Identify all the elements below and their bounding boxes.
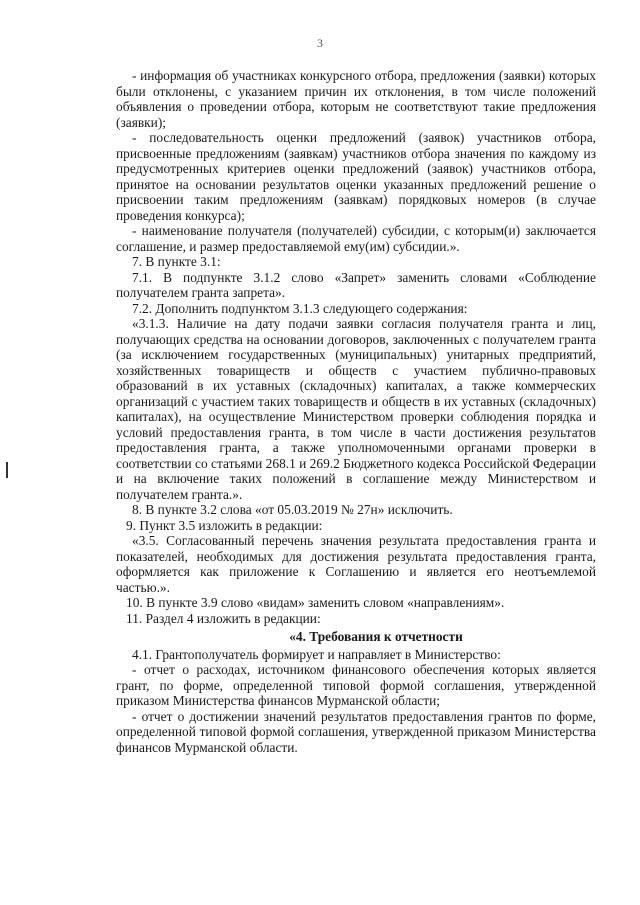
paragraph-item-3-5: «3.5. Согласованный перечень значения результата предоставления гранта и показателей, необходимых для достижения результата предоставления гранта, оформляется как приложение к Соглашению и является его неотъемлемой частью.».	[116, 533, 596, 595]
paragraph-results-report: - отчет о достижении значений результатов предоставления грантов по форме, определенной типовой формой соглашения, утвержденной приказом Министерства финансов Мурманской области.	[116, 708, 596, 755]
paragraph-recipient-name: - наименование получателя (получателей) субсидии, с которым(и) заключается соглашение, и размер предоставляемой ему(им) субсидии.».	[116, 223, 596, 254]
paragraph-item-4-1: 4.1. Грантополучатель формирует и направляет в Министерство:	[132, 646, 501, 662]
document-body	[116, 68, 596, 755]
paragraph-item-8: 8. В пункте 3.2 слова «от 05.03.2019 № 27н» исключить.	[132, 502, 453, 517]
page-number: 3	[317, 36, 323, 50]
margin-mark	[6, 462, 8, 478]
paragraph-item-7: 7. В пункте 3.1:	[132, 254, 221, 269]
paragraph-evaluation-sequence: - последовательность оценки предложений (заявок) участников отбора, присвоенные предложениям (заявкам) участников отбора значения по каждому из предусмотренных критериев оценки предложений (заявок) участников отбора, принятое на основании результатов оценки указанных предложений решение о присвоении таким предложениям (заявкам) порядковых номеров (в случае проведения конкурса);	[116, 130, 596, 223]
paragraph-item-10: 10. В пункте 3.9 слово «видам» заменить словом «направлениям».	[126, 595, 505, 610]
paragraph-item-11: 11. Раздел 4 изложить в редакции:	[126, 610, 321, 626]
paragraph-expense-report: - отчет о расходах, источником финансового обеспечения которых является грант, по форме, определенной типовой формой соглашения, утвержденной приказом Министерства финансов Мурманской области;	[116, 662, 596, 708]
paragraph-rejected-participants: - информация об участниках конкурсного отбора, предложения (заявки) которых были отклонены, с указанием причин их отклонения, в том числе положений объявления о проведении отбора, которым не соответствуют такие предложения (заявки);	[116, 68, 596, 130]
section-heading: «4. Требования к отчетности	[289, 629, 463, 644]
paragraph-item-9: 9. Пункт 3.5 изложить в редакции:	[126, 517, 323, 533]
paragraph-item-3-1-3: «3.1.3. Наличие на дату подачи заявки согласия получателя гранта и лиц, получающих средства на основании договоров, заключенных с получателем гранта (за исключением государственных (муниципальных) унитарных предприятий, хозяйственных товариществ и обществ с участием публично-правовых образований в их уставных (складочных) капиталах, а также коммерческих организаций с участием таких товариществ и обществ в их уставных (складочных) капиталах), на осуществление Министерством проверки соблюдения порядка и условий предоставления гранта, в том числе в части достижения результатов предоставления гранта, а также уполномоченными органами проверки в соответствии со статьями 268.1 и 269.2 Бюджетного кодекса Российской Федерации и на включение таких положений в соглашение между Министерством и получателем гранта.».	[116, 316, 596, 502]
paragraph-item-7-1: 7.1. В подпункте 3.1.2 слово «Запрет» заменить словами «Соблюдение получателем гранта запрета».	[116, 269, 596, 300]
paragraph-item-7-2: 7.2. Дополнить подпунктом 3.1.3 следующего содержания:	[132, 300, 468, 316]
